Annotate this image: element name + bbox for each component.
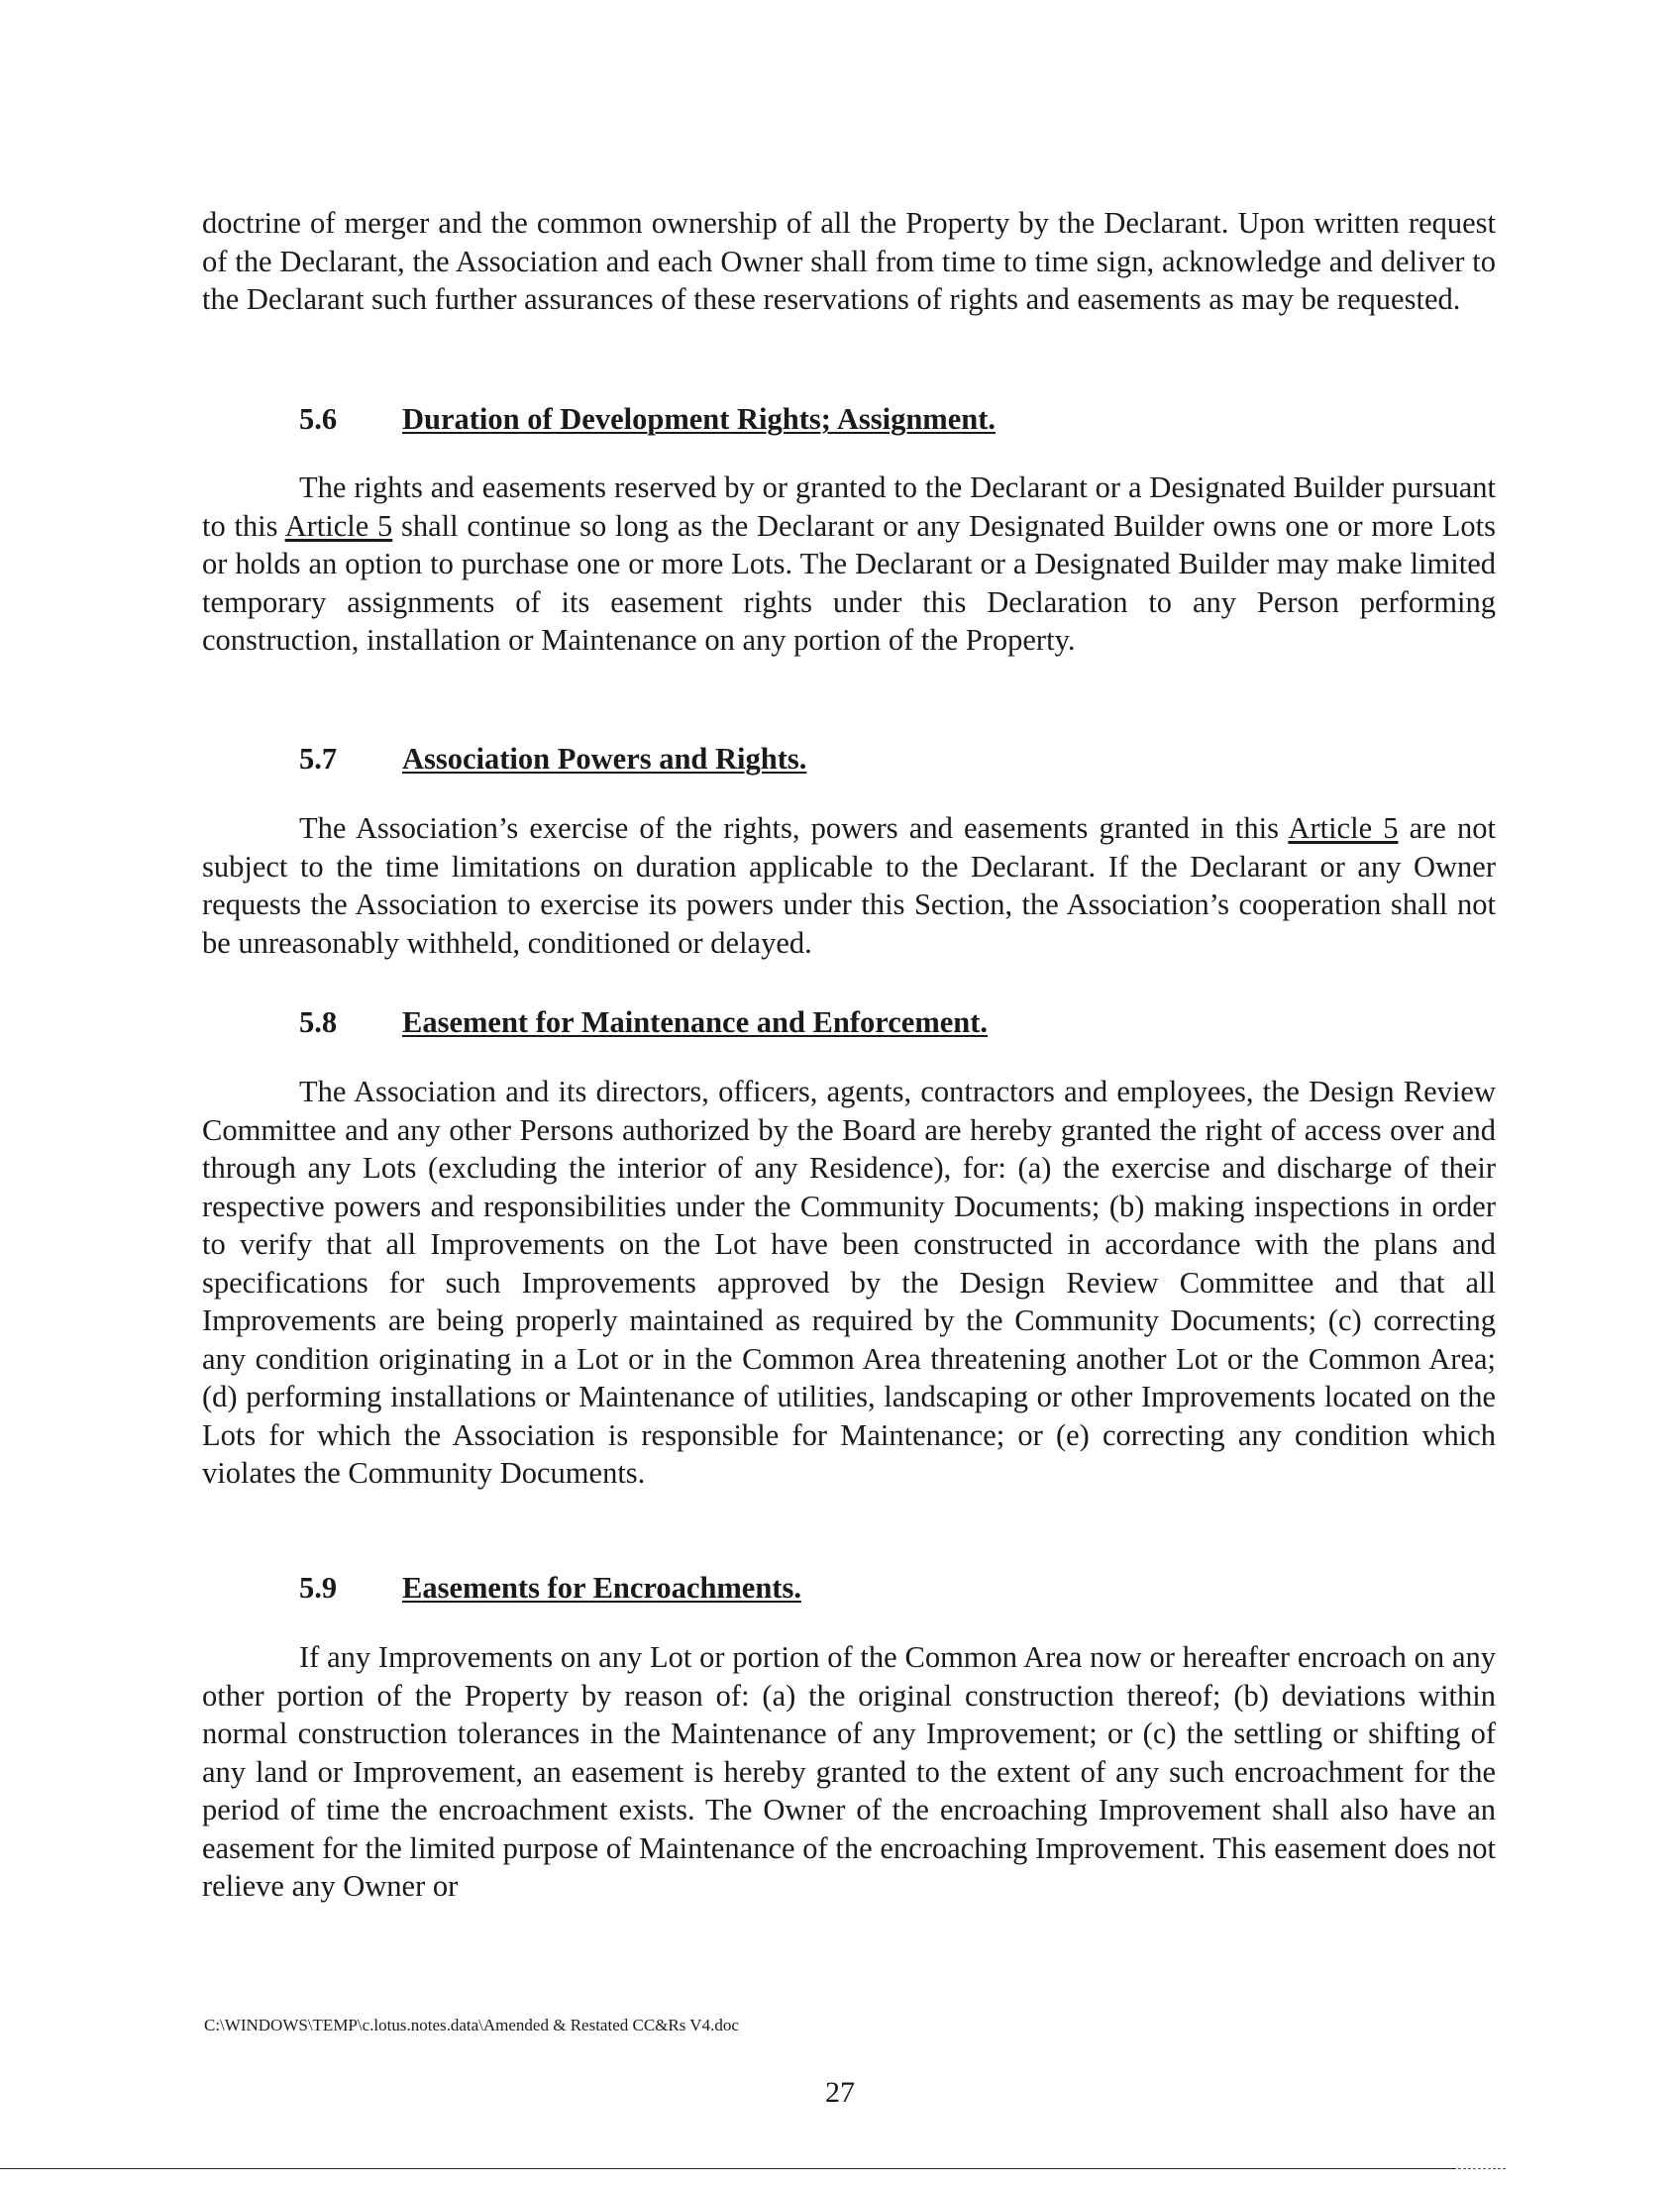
section-5-7-heading [299,740,806,778]
paragraph-text: are not subject to the time limitations on duration applicable to the Declarant. If the Declarant or any Owner requests the Association to exercise its powers under this Section, the Association’s cooperation shall not be unreasonably withheld, conditioned or delayed. [202,811,1496,960]
footer-file-path: C:\WINDOWS\TEMP\c.lotus.notes.data\Amended & Restated CC&Rs V4.doc [204,2016,739,2034]
section-number: 5.9 [299,1571,338,1605]
section-title: Easement for Maintenance and Enforcement. [402,1005,989,1039]
section-title: Easements for Encroachments. [402,1571,801,1605]
section-number: 5.6 [299,402,338,436]
section-5-8-heading [299,1003,988,1041]
section-5-6-paragraph [202,469,1496,660]
paragraph-text: shall continue so long as the Declarant or any Designated Builder owns one or more Lots or holds an option to purchase one or more Lots. The Declarant or a Designated Builder may make limited temporary assignments of its easement rights under this Declaration to any Person performing construction, installation or Maintenance on any portion of the Property. [202,508,1496,657]
article-reference-link: Article 5 [1288,811,1399,845]
section-title: Duration of Development Rights; Assignment. [402,402,996,436]
intro-paragraph: doctrine of merger and the common ownership of all the Property by the Declarant. Upon written request of the Declarant, the Association and each Owner shall from time to time sign, acknowledge and deliver to the Declarant such further assurances of these reservations of rights and easements as may be requested. [202,206,1496,316]
section-number: 5.7 [299,742,338,776]
section-5-7-paragraph [202,809,1496,962]
section-5-9-paragraph: If any Improvements on any Lot or portion of the Common Area now or hereafter encroach on any other portion of the Property by reason of: (a) the original construction thereof; (b) deviations within normal construction tolerances in the Maintenance of any Improvement; or (c) the settling or shifting of any land or Improvement, an easement is hereby granted to the extent of any such encroachment for the period of time the encroachment exists. The Owner of the encroaching Improvement shall also have an easement for the limited purpose of Maintenance of the encroaching Improvement. This easement does not relieve any Owner or [202,1640,1496,1903]
bottom-rule-dash [1458,2168,1506,2169]
page-number: 27 [825,2076,855,2109]
section-title: Association Powers and Rights. [402,742,807,776]
paragraph-text: The Association’s exercise of the rights, powers and easements granted in this [299,811,1289,845]
section-5-6-heading [299,400,996,438]
section-number: 5.8 [299,1005,338,1039]
paragraph-text: The rights and easements reserved by or granted to the Declarant or a Designated Builder pursuant to this [202,470,1496,543]
section-5-9-heading [299,1569,801,1607]
bottom-rule [0,2168,1456,2169]
article-reference-link: Article 5 [284,508,393,543]
section-5-8-paragraph: The Association and its directors, officers, agents, contractors and employees, the Design Review Committee and any other Persons authorized by the Board are hereby granted the right of access over and through any Lots (excluding the interior of any Residence), for: (a) the exercise and discharge of their respective powers and responsibilities under the Community Documents; (b) making inspections in order to verify that all Improvements on the Lot have been constructed in accordance with the plans and specifications for such Improvements approved by the Design Review Committee and that all Improvements are being properly maintained as required by the Community Documents; (c) correcting any condition originating in a Lot or in the Common Area threatening another Lot or the Common Area; (d) performing installations or Maintenance of utilities, landscaping or other Improvements located on the Lots for which the Association is responsible for Maintenance; or (e) correcting any condition which violates the Community Documents. [202,1075,1496,1490]
